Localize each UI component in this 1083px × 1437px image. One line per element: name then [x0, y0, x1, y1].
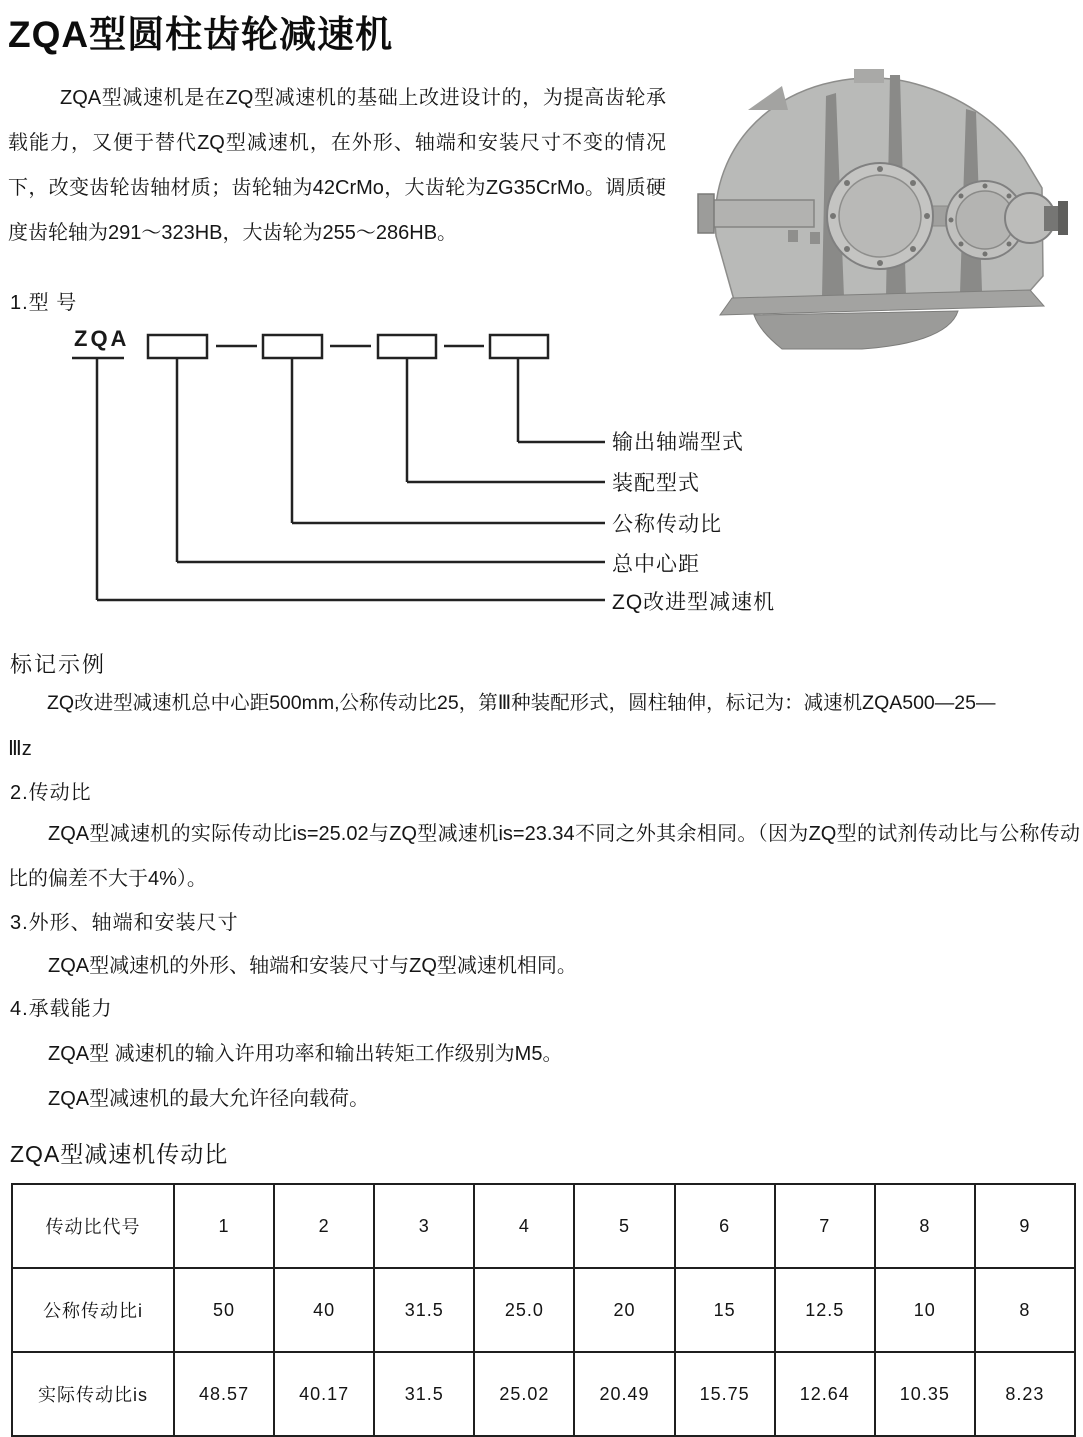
table-cell: 25.02	[474, 1352, 574, 1436]
table-cell: 10.35	[875, 1352, 975, 1436]
table-cell: 6	[675, 1184, 775, 1268]
table-cell: 20	[574, 1268, 674, 1352]
table-cell: 3	[374, 1184, 474, 1268]
section-4-body-2: ZQA型减速机的最大允许径向载荷。	[48, 1088, 370, 1110]
row-header-cell: 传动比代号	[12, 1184, 174, 1268]
table-cell: 8	[875, 1184, 975, 1268]
table-row-codes	[12, 1184, 1075, 1268]
model-field-box-1	[148, 335, 207, 358]
reducer-output-shaft	[1005, 193, 1068, 243]
marking-line-1: ZQ改进型减速机总中心距500mm,公称传动比25，第Ⅲ种装配形式，圆柱轴伸，标记为：减速机ZQA500—25—	[47, 692, 996, 714]
table-cell: 15	[675, 1268, 775, 1352]
marking-line-2: Ⅲz	[8, 738, 32, 760]
page-title: ZQA型圆柱齿轮减速机	[8, 14, 394, 55]
table-cell: 5	[574, 1184, 674, 1268]
diagram-label-center-distance: 总中心距	[612, 553, 700, 576]
section-4-heading: 4.承载能力	[10, 998, 113, 1020]
diagram-label-zq-improved: ZQ改进型减速机	[612, 591, 776, 614]
table-cell: 12.64	[775, 1352, 875, 1436]
ratio-table-heading: ZQA型减速机传动比	[10, 1141, 229, 1167]
table-cell: 1	[174, 1184, 274, 1268]
section-3-body: ZQA型减速机的外形、轴端和安装尺寸与ZQ型减速机相同。	[48, 955, 577, 977]
table-cell: 40.17	[274, 1352, 374, 1436]
model-number-diagram	[0, 320, 1083, 620]
table-cell: 48.57	[174, 1352, 274, 1436]
section-4-body-1: ZQA型 减速机的输入许用功率和输出转矩工作级别为M5。	[48, 1043, 563, 1065]
table-cell: 40	[274, 1268, 374, 1352]
table-cell: 9	[975, 1184, 1075, 1268]
section-3-heading: 3.外形、轴端和安装尺寸	[10, 912, 239, 934]
model-diagram-lines	[0, 320, 1083, 620]
diagram-label-nominal-ratio: 公称传动比	[612, 513, 722, 536]
row-header-cell: 公称传动比i	[12, 1268, 174, 1352]
table-cell: 31.5	[374, 1352, 474, 1436]
ratio-table	[11, 1183, 1076, 1437]
table-cell: 25.0	[474, 1268, 574, 1352]
section-1-heading: 1.型 号	[10, 292, 78, 314]
table-cell: 7	[775, 1184, 875, 1268]
table-cell: 12.5	[775, 1268, 875, 1352]
table-cell: 20.49	[574, 1352, 674, 1436]
table-cell: 4	[474, 1184, 574, 1268]
table-cell: 8.23	[975, 1352, 1075, 1436]
model-field-box-2	[263, 335, 322, 358]
section-2-heading: 2.传动比	[10, 782, 92, 804]
diagram-label-assembly-type: 装配型式	[612, 472, 700, 495]
table-cell: 15.75	[675, 1352, 775, 1436]
table-row-nominal	[12, 1268, 1075, 1352]
model-field-box-3	[378, 335, 436, 358]
gear-reducer-photo	[696, 68, 1070, 352]
model-field-box-4	[490, 335, 548, 358]
intro-paragraph: ZQA型减速机是在ZQ型减速机的基础上改进设计的，为提高齿轮承载能力，又便于替代ZQ型减速机，在外形、轴端和安装尺寸不变的情况下，改变齿轮齿轴材质；齿轮轴为42CrMo，大齿轮为ZG35CrMo。调质硬度齿轮轴为291～323HB，大齿轮为255～286HB。	[8, 87, 666, 244]
table-cell: 8	[975, 1268, 1075, 1352]
row-header-cell: 实际传动比is	[12, 1352, 174, 1436]
diagram-label-output-shaft-type: 输出轴端型式	[612, 431, 744, 454]
section-2-body: ZQA型减速机的实际传动比is=25.02与ZQ型减速机is=23.34不同之外其余相同。（因为ZQ型的试剂传动比与公称传动比的偏差不大于4%）。	[8, 823, 1080, 890]
marking-heading: 标记示例	[10, 652, 107, 677]
table-cell: 2	[274, 1184, 374, 1268]
table-cell: 50	[174, 1268, 274, 1352]
table-cell: 10	[875, 1268, 975, 1352]
table-cell: 31.5	[374, 1268, 474, 1352]
table-row-actual	[12, 1352, 1075, 1436]
reducer-flange-large	[827, 163, 933, 269]
model-prefix: ZQA	[74, 326, 130, 351]
